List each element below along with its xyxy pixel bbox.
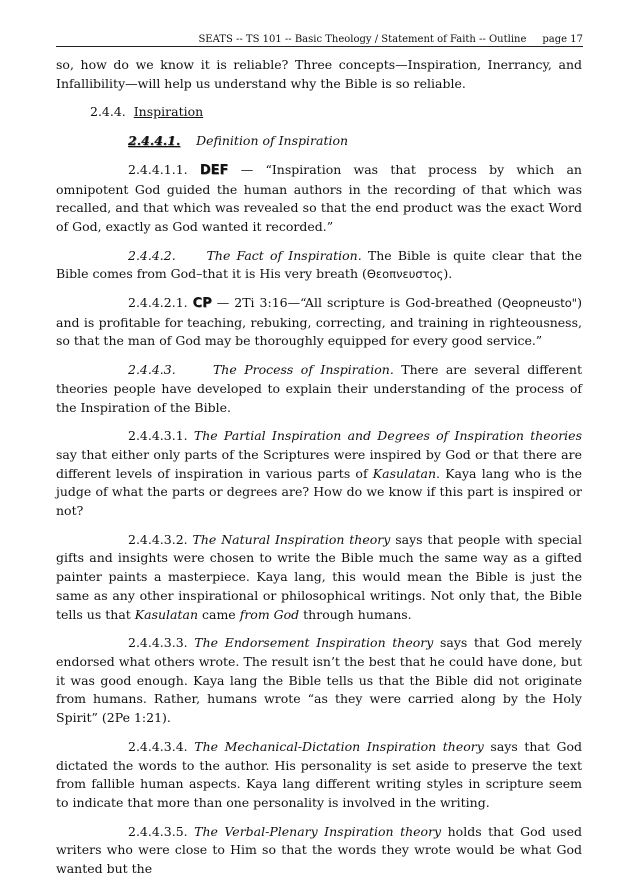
transliterated-word: Qeopneusto" — [502, 296, 578, 311]
theory-title: The Endorsement Inspiration theory — [194, 635, 434, 651]
section-number: 2.4.4. — [90, 104, 126, 120]
closing-text: ). — [443, 266, 453, 282]
section-2-4-4-3-3 — [56, 634, 582, 728]
section-number: 2.4.4.2.1. — [128, 295, 188, 311]
section-number: 2.4.4.3.3. — [128, 635, 188, 651]
section-2-4-4-3-1 — [56, 427, 582, 521]
theory-title: The Verbal-Plenary Inspiration theory — [194, 823, 442, 839]
section-2-4-4-2-1 — [56, 294, 582, 351]
section-text: says that God dictated the words to the author. His personality is set aside to preserve the text from fallible human aspects. Kaya lang different writing styles in scripture seem to indicate that more than one personality is involved in the writing. — [56, 738, 582, 810]
section-2-4-4-3-2 — [56, 531, 582, 625]
page-header — [56, 34, 583, 47]
page-number: page 17 — [542, 34, 583, 45]
section-text-cont: came — [202, 606, 236, 622]
section-text: holds that God used writers who were close to Him so that the words they wrote would be what God wanted but the — [56, 823, 582, 877]
section-2-4-4-heading — [90, 103, 582, 122]
section-2-4-4-3 — [56, 361, 582, 417]
section-number: 2.4.4.2. — [128, 247, 176, 263]
section-text-cont: . Kaya lang who is the judge of what the parts or degrees are? How do we know if this part is inspired or not? — [56, 465, 582, 519]
section-text-end: through humans. — [303, 606, 412, 622]
section-2-4-4-3-5 — [56, 823, 582, 879]
section-title: The Process of Inspiration. — [212, 362, 394, 378]
scripture-ref: 2Ti 3:16— — [234, 295, 301, 311]
theory-title: The Natural Inspiration theory — [192, 531, 391, 547]
section-number: 2.4.4.3.1. — [128, 428, 188, 444]
cp-tag: CP — [192, 296, 212, 312]
intro-paragraph: so, how do we know it is reliable? Three concepts—Inspiration, Inerrancy, and Infallibility—will help us understand why the Bible is so reliable. — [56, 57, 582, 91]
section-number: 2.4.4.1.1. — [128, 161, 188, 177]
quote-text: “All scripture is God-breathed ( — [300, 295, 503, 311]
definition-text: “Inspiration was that process by which an omnipotent God guided the human authors in the recording of that which was recalled, and that which was revealed so that the end product was the exact Word of God, exactly as God wanted it recorded.” — [56, 161, 582, 234]
dash: — — [240, 161, 254, 177]
def-tag: DEF — [199, 162, 229, 178]
section-number: 2.4.4.3.5. — [128, 823, 188, 839]
section-number: 2.4.4.1. — [128, 133, 181, 149]
dash: — — [216, 295, 230, 311]
section-text: There are several different theories people have developed to explain their understanding of the process of the Inspiration of the Bible. — [56, 362, 582, 415]
section-title: Inspiration — [133, 104, 204, 120]
greek-word: Θεοπνευστος — [366, 267, 444, 282]
section-text: The Bible is quite clear that the Bible comes from God–that it is His very breath ( — [56, 247, 582, 282]
header-title: SEATS -- TS 101 -- Basic Theology / Statement of Faith -- Outline — [198, 34, 527, 45]
section-text: says that people with special gifts and insights were chosen to write the Bible much the same way as a gifted painter paints a masterpiece. Kaya lang, this would mean the Bible is just the same as any other inspirational or philosophical writings. Not only that, the Bible tells us that — [56, 531, 582, 622]
section-2-4-4-3-4 — [56, 738, 582, 813]
theory-title: The Partial Inspiration and Degrees of Inspiration theories — [193, 428, 582, 444]
section-2-4-4-1-heading — [128, 132, 582, 151]
section-2-4-4-1-1 — [56, 161, 582, 237]
section-number: 2.4.4.3.4. — [128, 738, 188, 754]
document-body — [56, 56, 582, 879]
section-number: 2.4.4.3.2. — [128, 531, 188, 547]
theory-title: The Mechanical-Dictation Inspiration theory — [194, 738, 484, 754]
quote-continuation: ) and is profitable for teaching, rebuking, correcting, and training in righteousness, so that the man of God may be thoroughly equipped for every good service.” — [56, 295, 582, 349]
section-text: says that God merely endorsed what others wrote. The result isn’t the best that he could have done, but it was good enough. Kaya lang the Bible tells us that the Bible did not originate from humans. Rather, humans wrote “as they were carried along by the Holy Spirit” (2Pe 1:21). — [56, 635, 582, 726]
kasulatan-term: Kasulatan — [134, 606, 199, 622]
section-text: say that either only parts of the Scriptures were inspired by God or that there are different levels of inspiration in various parts of — [56, 446, 582, 481]
section-number: 2.4.4.3. — [128, 362, 176, 378]
section-title: Definition of Inspiration — [196, 133, 349, 149]
section-2-4-4-2 — [56, 247, 582, 284]
kasulatan-term: Kasulatan — [372, 465, 437, 481]
from-god-term: from God — [239, 606, 300, 622]
section-title: The Fact of Inspiration. — [206, 247, 362, 263]
